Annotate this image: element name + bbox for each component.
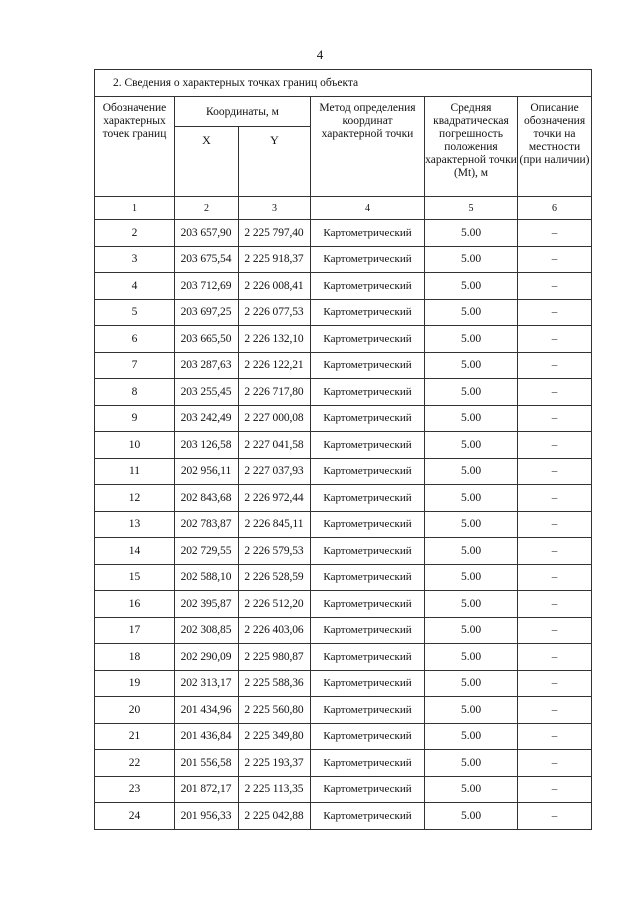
point-designation-cell: 11: [95, 458, 175, 485]
coordinate-y-cell: 2 225 113,35: [239, 776, 311, 803]
table-row: [95, 723, 592, 750]
point-designation-cell: 18: [95, 644, 175, 671]
coordinate-y-cell: 2 225 193,37: [239, 750, 311, 777]
method-cell: Картометрический: [311, 538, 425, 565]
error-cell: 5.00: [425, 511, 518, 538]
table-row: [95, 326, 592, 353]
header-error: Средняя квадратическая погрешность положения характерной точки (Mt), м: [425, 97, 518, 197]
error-cell: 5.00: [425, 379, 518, 406]
boundary-points-table: [94, 69, 592, 830]
coordinate-x-cell: 202 843,68: [175, 485, 239, 512]
error-cell: 5.00: [425, 326, 518, 353]
table-row: [95, 379, 592, 406]
coordinate-x-cell: 203 697,25: [175, 299, 239, 326]
column-number: 5: [425, 197, 518, 220]
table-row: [95, 299, 592, 326]
coordinate-x-cell: 203 665,50: [175, 326, 239, 353]
error-cell: 5.00: [425, 644, 518, 671]
method-cell: Картометрический: [311, 617, 425, 644]
error-cell: 5.00: [425, 273, 518, 300]
method-cell: Картометрический: [311, 564, 425, 591]
method-cell: Картометрический: [311, 432, 425, 459]
coordinate-x-cell: 201 434,96: [175, 697, 239, 724]
header-y: Y: [239, 127, 311, 197]
coordinate-y-cell: 2 225 980,87: [239, 644, 311, 671]
coordinate-y-cell: 2 226 717,80: [239, 379, 311, 406]
point-designation-cell: 20: [95, 697, 175, 724]
description-cell: –: [518, 644, 592, 671]
coordinate-x-cell: 203 126,58: [175, 432, 239, 459]
coordinate-x-cell: 203 255,45: [175, 379, 239, 406]
method-cell: Картометрический: [311, 246, 425, 273]
table-row: [95, 246, 592, 273]
description-cell: –: [518, 273, 592, 300]
header-designation: Обозначение характерных точек границ: [95, 97, 175, 197]
coordinate-y-cell: 2 226 512,20: [239, 591, 311, 618]
table-row: [95, 220, 592, 247]
error-cell: 5.00: [425, 485, 518, 512]
coordinate-x-cell: 202 729,55: [175, 538, 239, 565]
table-row: [95, 538, 592, 565]
description-cell: –: [518, 458, 592, 485]
method-cell: Картометрический: [311, 511, 425, 538]
coordinate-x-cell: 203 242,49: [175, 405, 239, 432]
error-cell: 5.00: [425, 405, 518, 432]
column-number: 3: [239, 197, 311, 220]
point-designation-cell: 14: [95, 538, 175, 565]
table-row: [95, 352, 592, 379]
header-method: Метод определения координат характерной точки: [311, 97, 425, 197]
error-cell: 5.00: [425, 538, 518, 565]
point-designation-cell: 17: [95, 617, 175, 644]
table-row: [95, 644, 592, 671]
column-number: 1: [95, 197, 175, 220]
point-designation-cell: 5: [95, 299, 175, 326]
method-cell: Картометрический: [311, 591, 425, 618]
table-row: [95, 776, 592, 803]
method-cell: Картометрический: [311, 458, 425, 485]
point-designation-cell: 12: [95, 485, 175, 512]
coordinate-x-cell: 202 395,87: [175, 591, 239, 618]
header-row-1: [95, 97, 592, 127]
method-cell: Картометрический: [311, 670, 425, 697]
method-cell: Картометрический: [311, 352, 425, 379]
method-cell: Картометрический: [311, 299, 425, 326]
header-coordinates: Координаты, м: [175, 97, 311, 127]
point-designation-cell: 13: [95, 511, 175, 538]
description-cell: –: [518, 246, 592, 273]
coordinate-y-cell: 2 225 918,37: [239, 246, 311, 273]
description-cell: –: [518, 670, 592, 697]
coordinate-y-cell: 2 226 579,53: [239, 538, 311, 565]
method-cell: Картометрический: [311, 644, 425, 671]
description-cell: –: [518, 564, 592, 591]
description-cell: –: [518, 220, 592, 247]
error-cell: 5.00: [425, 246, 518, 273]
table-row: [95, 803, 592, 830]
point-designation-cell: 8: [95, 379, 175, 406]
point-designation-cell: 9: [95, 405, 175, 432]
coordinate-y-cell: 2 225 560,80: [239, 697, 311, 724]
header-description: Описание обозначения точки на местности (при наличии): [518, 97, 592, 197]
description-cell: –: [518, 379, 592, 406]
header-x: X: [175, 127, 239, 197]
error-cell: 5.00: [425, 458, 518, 485]
method-cell: Картометрический: [311, 220, 425, 247]
method-cell: Картометрический: [311, 723, 425, 750]
description-cell: –: [518, 485, 592, 512]
point-designation-cell: 10: [95, 432, 175, 459]
table-row: [95, 697, 592, 724]
coordinate-y-cell: 2 226 132,10: [239, 326, 311, 353]
table-row: [95, 564, 592, 591]
coordinate-y-cell: 2 227 037,93: [239, 458, 311, 485]
method-cell: Картометрический: [311, 485, 425, 512]
coordinate-x-cell: 202 313,17: [175, 670, 239, 697]
error-cell: 5.00: [425, 617, 518, 644]
error-cell: 5.00: [425, 432, 518, 459]
error-cell: 5.00: [425, 591, 518, 618]
coordinate-y-cell: 2 225 042,88: [239, 803, 311, 830]
method-cell: Картометрический: [311, 803, 425, 830]
method-cell: Картометрический: [311, 326, 425, 353]
point-designation-cell: 19: [95, 670, 175, 697]
coordinate-x-cell: 201 872,17: [175, 776, 239, 803]
coordinate-x-cell: 202 956,11: [175, 458, 239, 485]
error-cell: 5.00: [425, 750, 518, 777]
description-cell: –: [518, 723, 592, 750]
coordinate-x-cell: 202 783,87: [175, 511, 239, 538]
coordinate-y-cell: 2 226 528,59: [239, 564, 311, 591]
description-cell: –: [518, 591, 592, 618]
point-designation-cell: 6: [95, 326, 175, 353]
table-row: [95, 750, 592, 777]
method-cell: Картометрический: [311, 379, 425, 406]
method-cell: Картометрический: [311, 776, 425, 803]
coordinate-x-cell: 201 956,33: [175, 803, 239, 830]
description-cell: –: [518, 299, 592, 326]
table-row: [95, 591, 592, 618]
description-cell: –: [518, 776, 592, 803]
coordinate-x-cell: 202 290,09: [175, 644, 239, 671]
point-designation-cell: 3: [95, 246, 175, 273]
column-number: 4: [311, 197, 425, 220]
point-designation-cell: 24: [95, 803, 175, 830]
coordinate-y-cell: 2 226 403,06: [239, 617, 311, 644]
error-cell: 5.00: [425, 220, 518, 247]
method-cell: Картометрический: [311, 273, 425, 300]
coordinate-x-cell: 202 308,85: [175, 617, 239, 644]
method-cell: Картометрический: [311, 750, 425, 777]
table-row: [95, 617, 592, 644]
description-cell: –: [518, 697, 592, 724]
error-cell: 5.00: [425, 723, 518, 750]
description-cell: –: [518, 538, 592, 565]
column-number-row: [95, 197, 592, 220]
point-designation-cell: 22: [95, 750, 175, 777]
description-cell: –: [518, 750, 592, 777]
error-cell: 5.00: [425, 670, 518, 697]
coordinate-x-cell: 203 287,63: [175, 352, 239, 379]
table-row: [95, 511, 592, 538]
coordinate-y-cell: 2 225 349,80: [239, 723, 311, 750]
error-cell: 5.00: [425, 697, 518, 724]
method-cell: Картометрический: [311, 405, 425, 432]
method-cell: Картометрический: [311, 697, 425, 724]
error-cell: 5.00: [425, 352, 518, 379]
coordinate-x-cell: 202 588,10: [175, 564, 239, 591]
coordinate-x-cell: 201 556,58: [175, 750, 239, 777]
table-row: [95, 405, 592, 432]
point-designation-cell: 23: [95, 776, 175, 803]
column-number: 6: [518, 197, 592, 220]
point-designation-cell: 4: [95, 273, 175, 300]
table-row: [95, 432, 592, 459]
coordinate-x-cell: 203 712,69: [175, 273, 239, 300]
page-number: 4: [316, 47, 324, 62]
column-number: 2: [175, 197, 239, 220]
coordinate-y-cell: 2 226 122,21: [239, 352, 311, 379]
table-row: [95, 670, 592, 697]
coordinate-y-cell: 2 226 008,41: [239, 273, 311, 300]
point-designation-cell: 15: [95, 564, 175, 591]
coordinate-x-cell: 201 436,84: [175, 723, 239, 750]
coordinate-y-cell: 2 226 972,44: [239, 485, 311, 512]
coordinate-y-cell: 2 226 077,53: [239, 299, 311, 326]
description-cell: –: [518, 326, 592, 353]
error-cell: 5.00: [425, 564, 518, 591]
coordinate-x-cell: 203 675,54: [175, 246, 239, 273]
coordinate-y-cell: 2 227 041,58: [239, 432, 311, 459]
description-cell: –: [518, 803, 592, 830]
table-row: [95, 273, 592, 300]
coordinate-y-cell: 2 225 797,40: [239, 220, 311, 247]
coordinate-y-cell: 2 227 000,08: [239, 405, 311, 432]
section-title: 2. Сведения о характерных точках границ объекта: [95, 70, 592, 97]
coordinate-y-cell: 2 226 845,11: [239, 511, 311, 538]
error-cell: 5.00: [425, 776, 518, 803]
point-designation-cell: 2: [95, 220, 175, 247]
description-cell: –: [518, 511, 592, 538]
point-designation-cell: 21: [95, 723, 175, 750]
description-cell: –: [518, 405, 592, 432]
table-row: [95, 458, 592, 485]
description-cell: –: [518, 352, 592, 379]
description-cell: –: [518, 617, 592, 644]
table-row: [95, 485, 592, 512]
coordinate-x-cell: 203 657,90: [175, 220, 239, 247]
section-title-row: [95, 70, 592, 97]
point-designation-cell: 7: [95, 352, 175, 379]
point-designation-cell: 16: [95, 591, 175, 618]
description-cell: –: [518, 432, 592, 459]
error-cell: 5.00: [425, 299, 518, 326]
coordinate-y-cell: 2 225 588,36: [239, 670, 311, 697]
error-cell: 5.00: [425, 803, 518, 830]
